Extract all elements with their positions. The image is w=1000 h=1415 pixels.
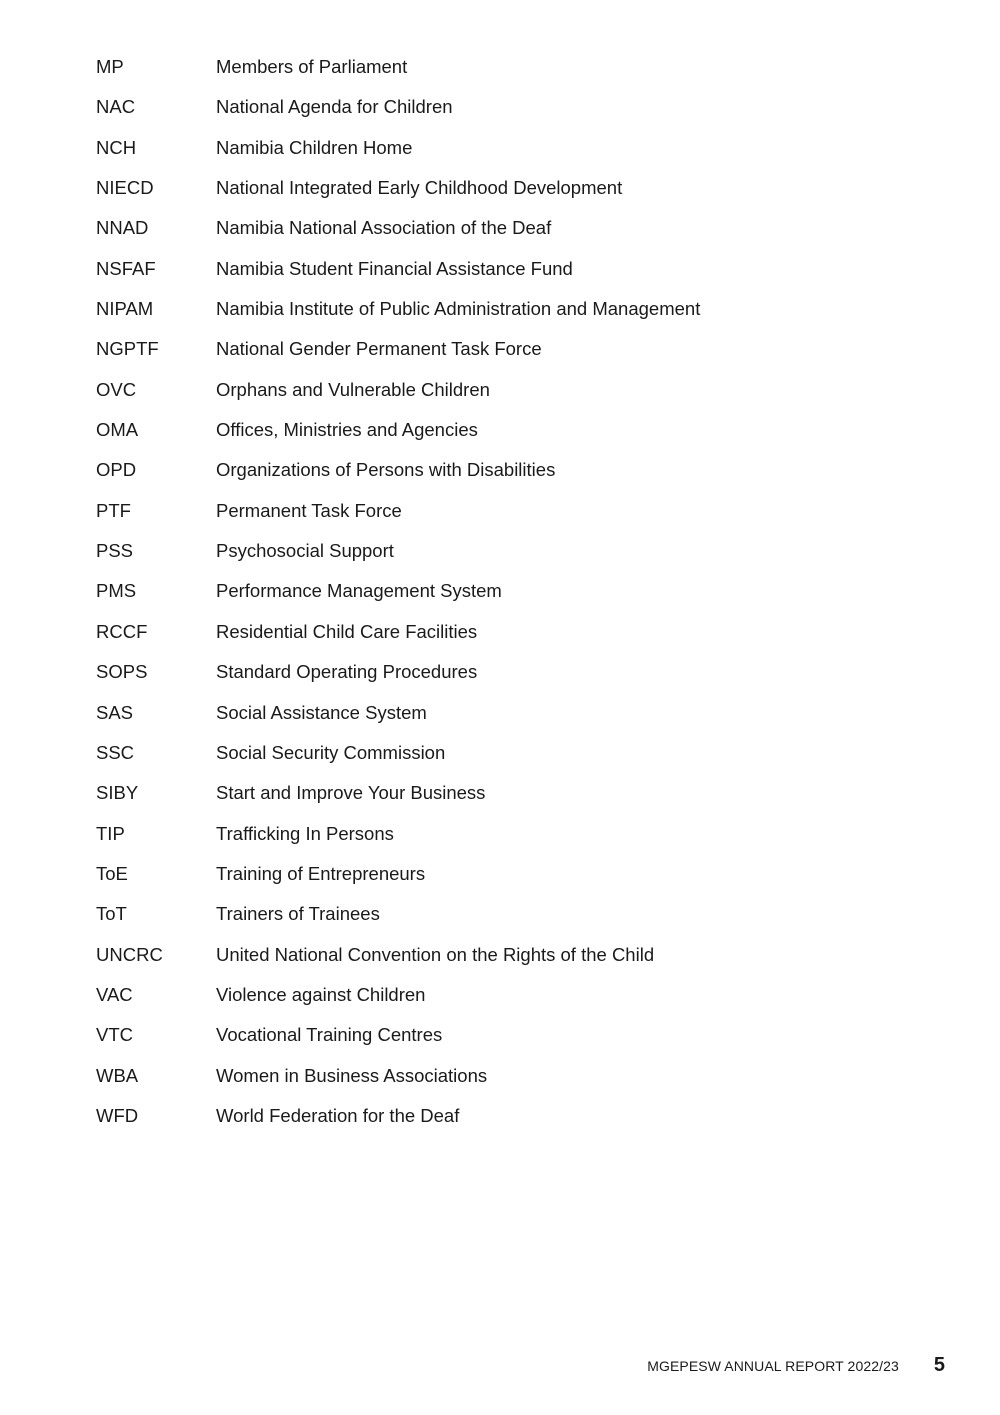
page-footer: [647, 1354, 945, 1377]
abbreviation-row: [96, 1105, 916, 1145]
abbreviation-meaning: Women in Business Associations: [216, 1064, 488, 1086]
abbreviation-row: [96, 419, 916, 459]
abbreviation-meaning: National Agenda for Children: [216, 96, 453, 118]
abbreviation-meaning: Psychosocial Support: [216, 540, 394, 562]
abbreviation-code: PSS: [96, 540, 134, 562]
abbreviation-row: [96, 944, 916, 984]
abbreviation-code: OPD: [96, 459, 137, 481]
abbreviation-meaning: Performance Management System: [216, 580, 502, 602]
abbreviation-row: [96, 137, 916, 177]
abbreviation-row: [96, 338, 916, 378]
abbreviation-row: [96, 1065, 916, 1105]
abbreviation-code: SOPS: [96, 661, 148, 683]
abbreviation-code: TIP: [96, 822, 125, 844]
abbreviation-row: [96, 621, 916, 661]
abbreviation-meaning: Social Security Commission: [216, 741, 446, 763]
abbreviation-meaning: Permanent Task Force: [216, 499, 402, 521]
abbreviations-list: [96, 56, 916, 1145]
abbreviation-row: [96, 96, 916, 136]
abbreviation-row: [96, 217, 916, 257]
abbreviation-code: VTC: [96, 1024, 133, 1046]
abbreviation-row: [96, 298, 916, 338]
abbreviation-meaning: Trainers of Trainees: [216, 903, 380, 925]
abbreviation-code: ToT: [96, 903, 127, 925]
abbreviation-code: NNAD: [96, 217, 149, 239]
abbreviation-code: NIPAM: [96, 298, 154, 320]
abbreviation-row: [96, 379, 916, 419]
abbreviation-code: SAS: [96, 701, 134, 723]
abbreviation-row: [96, 823, 916, 863]
abbreviation-row: [96, 56, 916, 96]
page-number: 5: [933, 1354, 945, 1376]
abbreviation-meaning: Namibia National Association of the Deaf: [216, 217, 552, 239]
abbreviation-meaning: Standard Operating Procedures: [216, 661, 478, 683]
abbreviation-meaning: Start and Improve Your Business: [216, 782, 486, 804]
abbreviation-meaning: World Federation for the Deaf: [216, 1104, 460, 1126]
abbreviation-meaning: Namibia Student Financial Assistance Fund: [216, 257, 573, 279]
abbreviation-meaning: Training of Entrepreneurs: [216, 862, 426, 884]
abbreviation-code: NIECD: [96, 177, 154, 199]
abbreviation-meaning: Namibia Children Home: [216, 136, 413, 158]
abbreviation-row: [96, 742, 916, 782]
abbreviation-meaning: Orphans and Vulnerable Children: [216, 378, 490, 400]
abbreviation-code: WFD: [96, 1104, 139, 1126]
abbreviation-meaning: Offices, Ministries and Agencies: [216, 419, 478, 441]
abbreviation-row: [96, 1024, 916, 1064]
abbreviation-row: [96, 984, 916, 1024]
abbreviation-code: WBA: [96, 1064, 139, 1086]
abbreviation-code: SSC: [96, 741, 135, 763]
abbreviation-row: [96, 782, 916, 822]
abbreviation-meaning: Social Assistance System: [216, 701, 427, 723]
abbreviation-code: RCCF: [96, 620, 148, 642]
abbreviation-row: [96, 702, 916, 742]
abbreviation-meaning: Members of Parliament: [216, 56, 408, 77]
abbreviation-row: [96, 177, 916, 217]
abbreviation-code: OMA: [96, 419, 139, 441]
abbreviation-code: SIBY: [96, 782, 139, 804]
abbreviation-row: [96, 580, 916, 620]
abbreviation-meaning: Residential Child Care Facilities: [216, 620, 478, 642]
abbreviation-meaning: Namibia Institute of Public Administration and Management: [216, 298, 701, 320]
abbreviation-code: OVC: [96, 378, 137, 400]
abbreviation-code: PMS: [96, 580, 137, 602]
abbreviation-row: [96, 863, 916, 903]
abbreviation-code: UNCRC: [96, 943, 163, 965]
abbreviation-row: [96, 459, 916, 499]
abbreviation-code: NCH: [96, 136, 137, 158]
abbreviation-meaning: Organizations of Persons with Disabilities: [216, 459, 556, 481]
abbreviation-code: VAC: [96, 983, 133, 1005]
abbreviation-meaning: National Integrated Early Childhood Development: [216, 177, 623, 199]
abbreviation-row: [96, 540, 916, 580]
footer-report-title: MGEPESW ANNUAL REPORT 2022/23: [647, 1358, 899, 1374]
abbreviation-row: [96, 903, 916, 943]
abbreviation-meaning: United National Convention on the Rights of the Child: [216, 943, 655, 965]
abbreviation-code: PTF: [96, 499, 131, 521]
abbreviation-meaning: Violence against Children: [216, 983, 426, 1005]
abbreviation-code: NGPTF: [96, 338, 159, 360]
abbreviation-code: NAC: [96, 96, 136, 118]
abbreviation-meaning: Trafficking In Persons: [216, 822, 394, 844]
abbreviation-code: ToE: [96, 862, 128, 884]
abbreviation-row: [96, 500, 916, 540]
abbreviation-row: [96, 661, 916, 701]
abbreviation-code: NSFAF: [96, 257, 156, 279]
abbreviation-meaning: National Gender Permanent Task Force: [216, 338, 542, 360]
abbreviation-code: MP: [96, 56, 124, 77]
abbreviation-row: [96, 258, 916, 298]
abbreviation-meaning: Vocational Training Centres: [216, 1024, 443, 1046]
